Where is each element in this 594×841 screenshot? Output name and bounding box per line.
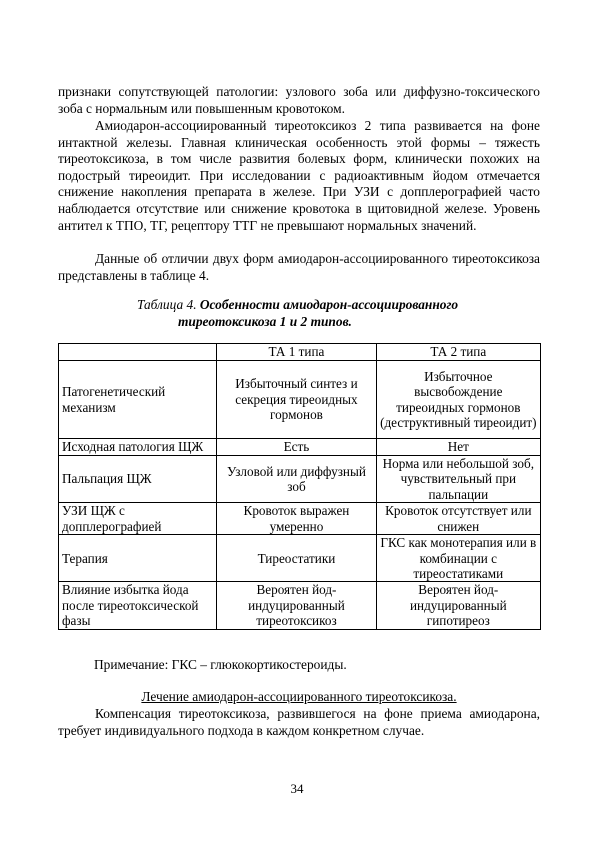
table-cell: Пальпация ЩЖ [59, 456, 217, 503]
table-row [59, 456, 541, 503]
table-row [59, 439, 541, 456]
table-row [59, 582, 541, 629]
table-cell: Патогенетический механизм [59, 361, 217, 439]
table-cell: Избыточный синтез и секреция тиреоидных гормонов [217, 361, 376, 439]
table-cell: ГКС как монотерапия или в комбинации с тиреостатиками [376, 535, 540, 582]
paragraph-table-reference: Данные об отличии двух форм амиодарон-ассоциированного тиреотоксикоза представлены в таблице 4. [58, 251, 540, 283]
table-cell: Вероятен йод-индуцированный гипотиреоз [376, 582, 540, 629]
table-cell: Нет [376, 439, 540, 456]
table-header-cell [59, 344, 217, 361]
table-cell: УЗИ ЩЖ с допплерографией [59, 503, 217, 535]
table-cell: Терапия [59, 535, 217, 582]
caption-line-1 [137, 296, 458, 313]
table-cell: Избыточное высвобождение тиреоидных гормонов (деструктивный тиреоидит) [376, 361, 540, 439]
table-note: Примечание: ГКС – глюкокортикостероиды. [94, 657, 347, 672]
table-cell: Узловой или диффузный зоб [217, 456, 376, 503]
caption-title-line-1: Особенности амиодарон-ассоциированного [199, 297, 459, 312]
section-title-text: Лечение амиодарон-ассоциированного тиреотоксикоза. [141, 689, 457, 704]
table-row [59, 361, 541, 439]
comparison-table [58, 343, 541, 630]
table-cell: Кровоток выражен умеренно [217, 503, 376, 535]
table-cell: Вероятен йод-индуцированный тиреотоксикоз [217, 582, 376, 629]
table-cell: Норма или небольшой зоб, чувствительный при пальпации [376, 456, 540, 503]
caption-label: Таблица 4. [137, 297, 200, 312]
table-cell: Кровоток отсутствует или снижен [376, 503, 540, 535]
table-header-cell: ТА 1 типа [217, 344, 376, 361]
table-cell: Есть [217, 439, 376, 456]
table-row [59, 535, 541, 582]
caption-title-line-2: тиреотоксикоза 1 и 2 типов. [178, 314, 352, 329]
table-cell: Влияние избытка йода после тиреотоксической фазы [59, 582, 217, 629]
table-cell: Исходная патология ЩЖ [59, 439, 217, 456]
paragraph-comorbidity: признаки сопутствующей патологии: узлового зоба или диффузно-токсического зоба с нормальным или повышенным кровотоком. [58, 84, 540, 116]
table-cell: Тиреостатики [217, 535, 376, 582]
caption-line-2 [178, 313, 352, 330]
paragraph-type2-description: Амиодарон-ассоциированный тиреотоксикоз 2 типа развивается на фоне интактной железы. Главная клиническая особенность этой формы – тяжесть тиреотоксикоза, в том числе развития болевых форм, клинически похожих на подострый тиреоидит. При исследовании с радиоактивным йодом отмечается снижение накопления препарата в железе. При УЗИ с допплерографией часто наблюдается отсутствие или снижение кровотока в щитовидной железе. Уровень антител к ТПО, ТГ, рецептору ТТГ не превышают нормальных значений. [58, 118, 540, 233]
section-title [58, 688, 540, 705]
table-row [59, 503, 541, 535]
paragraph-treatment: Компенсация тиреотоксикоза, развившегося на фоне приема амиодарона, требует индивидуального подхода в каждом конкретном случае. [58, 706, 540, 738]
table-header-row [59, 344, 541, 361]
page-number: 34 [290, 781, 304, 796]
table-header-cell: ТА 2 типа [376, 344, 540, 361]
